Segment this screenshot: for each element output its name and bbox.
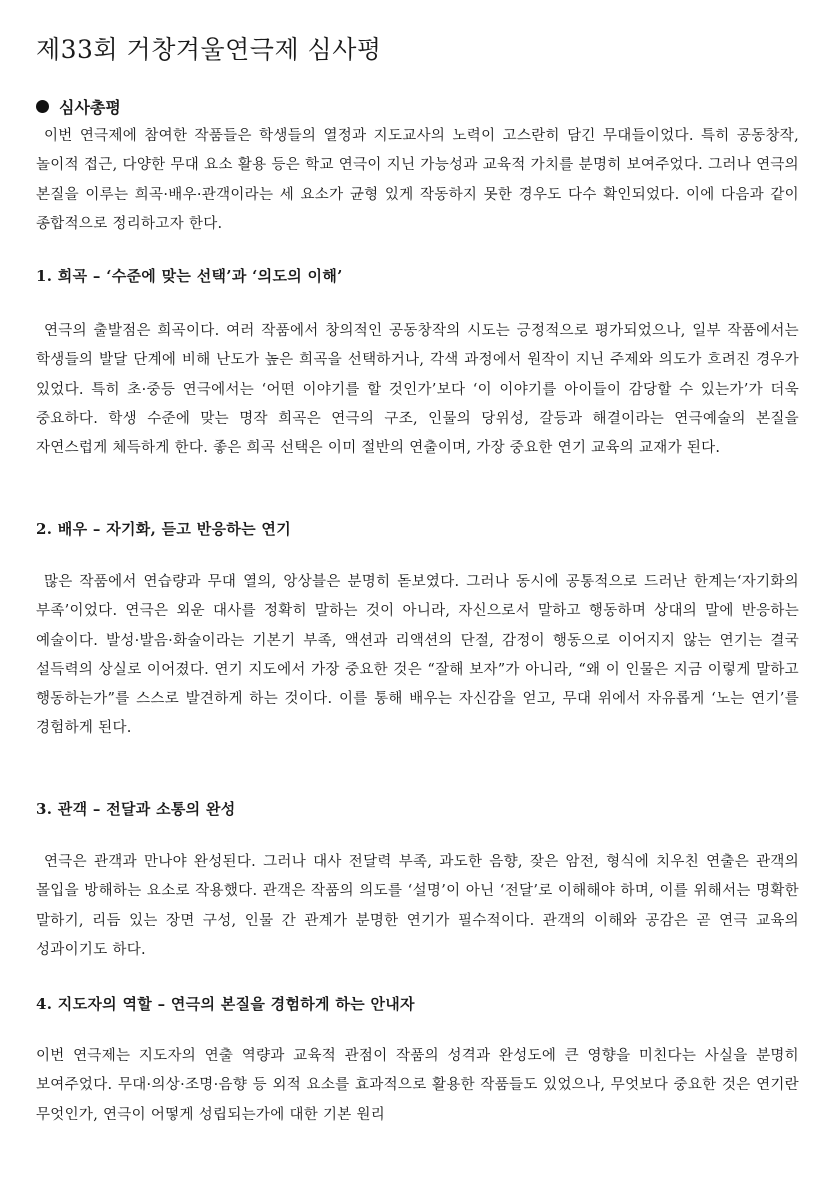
section-paragraph-director: 이번 연극제는 지도자의 연출 역량과 교육적 관점이 작품의 성격과 완성도에 큰 영향을 미친다는 사실을 분명히 보여주었다. 무대·의상·조명·음향 등 외적 요소를 효과적으로 활용한 작품들도 있었으나, 무엇보다 중요한 것은 연기란 무엇인가, 연극이 어떻게 성립되는가에 대한 기본 원리 (36, 1048, 799, 1123)
section-heading-actor: 2. 배우 – 자기화, 듣고 반응하는 연기 (36, 520, 291, 538)
summary-paragraph: 이번 연극제에 참여한 작품들은 학생들의 열정과 지도교사의 노력이 고스란히 담긴 무대들이었다. 특히 공동창작, 놀이적 접근, 다양한 무대 요소 활용 등은 학교 연극이 지닌 가능성과 교육적 가치를 분명히 보여주었다. 그러나 연극의 본질을 이루는 희곡·배우·관객이라는 세 요소가 균형 있게 작동하지 못한 경우도 다수 확인되었다. 이에 다음과 같이 종합적으로 정리하고자 한다. (36, 128, 799, 232)
section-heading-director: 4. 지도자의 역할 – 연극의 본질을 경험하게 하는 안내자 (36, 995, 415, 1013)
section-paragraph-script: 연극의 출발점은 희곡이다. 여러 작품에서 창의적인 공동창작의 시도는 긍정적으로 평가되었으나, 일부 작품에서는 학생들의 발달 단계에 비해 난도가 높은 희곡을 선택하거나, 각색 과정에서 원작이 지닌 주제와 의도가 흐려진 경우가 있었다. 특히 초·중등 연극에서는 ‘어떤 이야기를 할 것인가’보다 ‘이 이야기를 아이들이 감당할 수 있는가’가 더욱 중요하다. 학생 수준에 맞는 명작 희곡은 연극의 구조, 인물의 당위성, 갈등과 해결이라는 연극예술의 본질을 자연스럽게 체득하게 한다. 좋은 희곡 선택은 이미 절반의 연출이며, 가장 중요한 연기 교육의 교재가 된다. (36, 323, 799, 457)
section-paragraph-actor: 많은 작품에서 연습량과 무대 열의, 앙상블은 분명히 돋보였다. 그러나 동시에 공통적으로 드러난 한계는‘자기화의 부족’이었다. 연극은 외운 대사를 정확히 말하는 것이 아니라, 자신으로서 말하고 행동하며 상대의 말에 반응하는 예술이다. 발성·발음·화술이라는 기본기 부족, 액션과 리액션의 단절, 감정이 행동으로 이어지지 않는 연기는 결국 설득력의 상실로 이어졌다. 연기 지도에서 가장 중요한 것은 “잘해 보자”가 아니라, “왜 이 인물은 지금 이렇게 말하고 행동하는가”를 스스로 발견하게 하는 것이다. 이를 통해 배우는 자신감을 얻고, 무대 위에서 자유롭게 ‘노는 연기’를 경험하게 된다. (36, 574, 799, 737)
section-heading-script: 1. 희곡 – ‘수준에 맞는 선택’과 ‘의도의 이해’ (36, 267, 343, 285)
document-title: 제33회 거창겨울연극제 심사평 (36, 35, 382, 64)
section-paragraph-audience: 연극은 관객과 만나야 완성된다. 그러나 대사 전달력 부족, 과도한 음향, 잦은 암전, 형식에 치우친 연출은 관객의 몰입을 방해하는 요소로 작용했다. 관객은 작품의 의도를 ‘설명’이 아닌 ‘전달’로 이해해야 하며, 이를 위해서는 명확한 말하기, 리듬 있는 장면 구성, 인물 간 관계가 분명한 연기가 필수적이다. 관객의 이해와 공감은 곧 연극 교육의 성과이기도 하다. (36, 854, 799, 958)
summary-heading-label: 심사총평 (59, 98, 121, 117)
section-heading-audience: 3. 관객 – 전달과 소통의 완성 (36, 800, 236, 818)
bullet-icon (36, 100, 49, 113)
summary-heading (36, 95, 121, 118)
